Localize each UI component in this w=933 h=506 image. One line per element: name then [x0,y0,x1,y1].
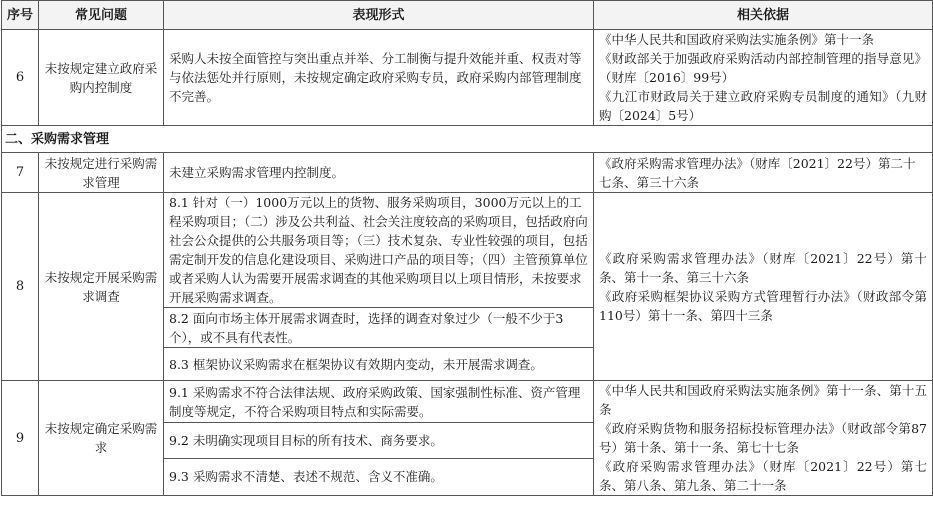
row-number: 7 [2,153,39,193]
basis-cell: 《政府采购需求管理办法》（财库〔2021〕22号）第二十七条、第三十六条 [594,153,933,193]
basis-line: 《政府采购货物和服务招标投标管理办法》（财政部令第87号）第十条、第十一条、第七十七条 [599,421,927,455]
basis-line: 《政府采购需求管理办法》（财库〔2021〕22号）第七条、第八条、第九条、第二十一条 [599,459,927,493]
basis-cell [594,193,933,381]
table-row [2,153,933,193]
form-cell: 9.1 采购需求不符合法律法规、政府采购政策、国家强制性标准、资产管理制度等规定，不符合采购项目特点和实际需要。 [164,381,594,423]
issue-cell: 未按规定建立政府采购内控制度 [39,30,164,126]
issue-cell: 未按规定开展采购需求调查 [39,193,164,381]
row-number: 9 [2,381,39,496]
form-cell: 8.3 框架协议采购需求在框架协议有效期内变动，未开展需求调查。 [164,348,594,381]
header-basis: 相关依据 [594,1,933,30]
form-cell: 8.2 面向市场主体开展需求调查时，选择的调查对象过少（一般不少于3个），或不具有代表性。 [164,308,594,348]
basis-line: 《中华人民共和国政府采购法实施条例》第十一条、第十五条 [599,383,927,417]
procurement-issues-table [1,0,933,496]
basis-line: 《九江市财政局关于建立政府采购专员制度的通知》（九财购〔2024〕5号） [599,89,927,123]
row-number: 6 [2,30,39,126]
table-header-row [2,1,933,30]
section-header-row [2,126,933,153]
basis-line: 《政府采购框架协议采购方式管理暂行办法》（财政部令第110号）第十一条、第四十三条 [599,288,927,323]
basis-line: 《中华人民共和国政府采购法实施条例》第十一条 [599,32,875,47]
row-number: 8 [2,193,39,381]
header-issue: 常见问题 [39,1,164,30]
section-title: 二、采购需求管理 [2,126,933,153]
form-cell: 采购人未按全面管控与突出重点并举、分工制衡与提升效能并重、权责对等与依法惩处并行原则，未按规定确定政府采购专员，政府采购内部管理制度不完善。 [164,30,594,126]
table-row [2,381,933,423]
issue-cell: 未按规定确定采购需求 [39,381,164,496]
basis-line: 《财政部关于加强政府采购活动内部控制管理的指导意见》（财库〔2016〕99号） [599,51,927,85]
basis-cell [594,30,933,126]
table-row [2,30,933,126]
form-cell: 8.1 针对（一）1000万元以上的货物、服务采购项目，3000万元以上的工程采购项目；（二）涉及公共利益、社会关注度较高的采购项目，包括政府向社会公众提供的公共服务项目等；（三）技术复杂、专业性较强的项目，包括需定制开发的信息化建设项目、采购进口产品的项目等；（四）主管预算单位或者采购人认为需要开展需求调查的其他采购项目以上项目情形，未按要求开展采购需求调查。 [164,193,594,308]
form-cell: 9.2 未明确实现项目目标的所有技术、商务要求。 [164,423,594,458]
header-form: 表现形式 [164,1,594,30]
form-cell: 未建立采购需求管理内控制度。 [164,153,594,193]
form-cell: 9.3 采购需求不清楚、表述不规范、含义不准确。 [164,458,594,495]
header-no: 序号 [2,1,39,30]
basis-cell [594,381,933,496]
table-row [2,193,933,308]
issue-cell: 未按规定进行采购需求管理 [39,153,164,193]
basis-line: 《政府采购需求管理办法》（财库〔2021〕22号）第十条、第十一条、第三十六条 [599,250,927,285]
